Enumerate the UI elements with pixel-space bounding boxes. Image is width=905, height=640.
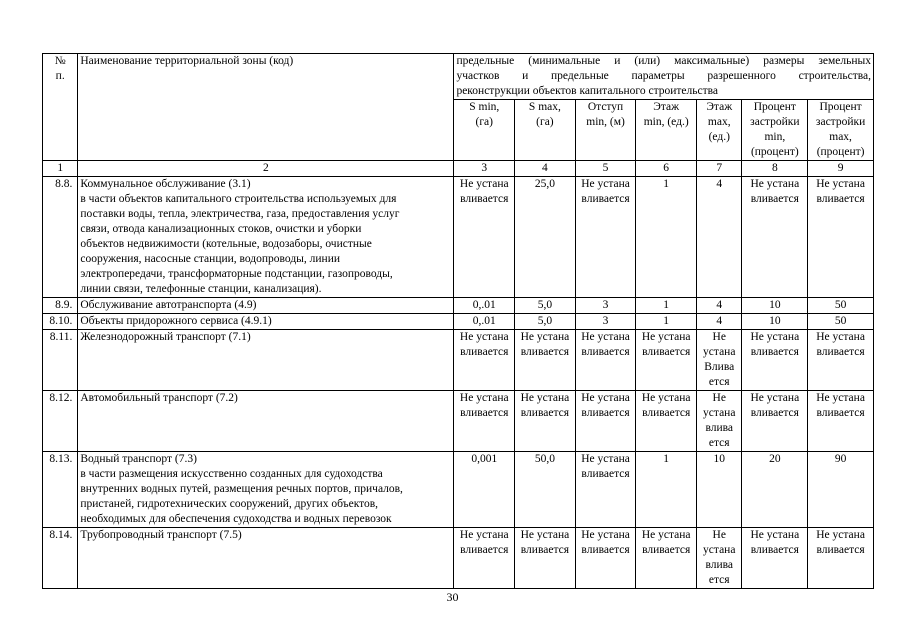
param-cell-s-min-line: вливается <box>460 346 509 358</box>
param-cell-etazh-max-line: ется <box>708 376 730 388</box>
subheader-cell-line: Этаж <box>706 101 733 113</box>
param-cell-pct-min-line: Не устана <box>750 529 800 541</box>
param-cell-s-max-line: 5,0 <box>537 315 553 327</box>
header-row <box>43 54 874 100</box>
param-cell-s-max <box>515 391 576 452</box>
param-cell-pct-min-line: 20 <box>769 453 781 465</box>
table-row <box>43 314 874 330</box>
subheader-cell-line: застройки <box>750 116 800 128</box>
param-cell-s-min-line: Не устана <box>459 178 509 190</box>
param-cell-pct-max-line: 50 <box>834 315 847 327</box>
param-cell-pct-max <box>808 177 874 298</box>
param-cell-s-max-line: 25,0 <box>534 178 555 190</box>
zone-name-cell-line: поставки воды, тепла, электричества, газа, предоставления услуг <box>80 208 400 220</box>
subheader-cell-line: (процент) <box>816 146 865 158</box>
zone-name-cell-line: Автомобильный транспорт (7.2) <box>80 392 238 404</box>
param-cell-etazh-max-line: Не <box>712 331 726 343</box>
param-cell-s-min-line: Не устана <box>459 392 509 404</box>
table-row <box>43 177 874 298</box>
zone-name-cell <box>78 391 454 452</box>
column-number-cell: 9 <box>808 161 874 177</box>
row-number-cell: 8.11. <box>43 330 78 391</box>
param-cell-otstup-line: 3 <box>602 315 609 327</box>
param-cell-pct-max-line: Не устана <box>816 392 865 404</box>
zone-name-cell <box>78 330 454 391</box>
param-cell-etazh-min-line: Не устана <box>641 392 691 404</box>
param-cell-etazh-min <box>636 314 697 330</box>
subheader-cell-line: Процент <box>753 101 796 113</box>
param-cell-pct-max <box>808 298 874 314</box>
subheader-cell-line: (га) <box>475 116 493 128</box>
header-name-cell <box>78 54 454 161</box>
zone-name-cell-line: пристаней, гидротехнических сооружений, других объектов, <box>80 498 379 510</box>
param-cell-s-max-line: 50,0 <box>534 453 555 465</box>
row-number-cell: 8.12. <box>43 391 78 452</box>
param-cell-otstup-line: Не устана <box>581 529 630 541</box>
param-cell-otstup-line: вливается <box>581 544 630 556</box>
zone-name-cell <box>78 528 454 589</box>
param-cell-pct-max <box>808 314 874 330</box>
subheader-cell-line: Отступ <box>587 101 624 113</box>
param-cell-s-max-line: 5,0 <box>537 299 553 311</box>
param-cell-otstup <box>575 298 636 314</box>
param-cell-s-min-line: 0,.01 <box>472 299 496 311</box>
param-cell-otstup <box>575 314 636 330</box>
subheader-cell-line: S min, <box>469 101 500 113</box>
param-cell-pct-max-line: вливается <box>816 346 865 358</box>
param-cell-s-max-line: Не устана <box>520 529 570 541</box>
zone-name-cell-line: Водный транспорт (7.3) <box>80 453 197 465</box>
param-cell-etazh-max-line: 10 <box>713 453 725 465</box>
param-cell-pct-min-line: вливается <box>750 407 799 419</box>
param-cell-etazh-min-line: вливается <box>642 407 691 419</box>
row-number-cell: 8.13. <box>43 452 78 528</box>
subheader-cell <box>636 100 697 161</box>
param-cell-s-min-line: вливается <box>460 544 509 556</box>
column-number-cell: 8 <box>742 161 808 177</box>
zone-name-cell-line: внутренних водных путей, размещения речных портов, причалов, <box>80 483 403 495</box>
subheader-cell <box>808 100 874 161</box>
param-cell-s-min <box>454 314 515 330</box>
param-cell-s-min <box>454 298 515 314</box>
header-num-line: п. <box>55 70 65 82</box>
param-cell-pct-max <box>808 330 874 391</box>
zone-name-cell-line: сооружения, насосные станции, водопроводы, линии <box>80 253 341 265</box>
param-cell-pct-max-line: вливается <box>816 407 865 419</box>
param-cell-s-min <box>454 391 515 452</box>
column-number-cell: 6 <box>636 161 697 177</box>
param-cell-otstup-line: 3 <box>602 299 609 311</box>
param-cell-otstup <box>575 330 636 391</box>
param-cell-s-min <box>454 528 515 589</box>
param-cell-etazh-max-line: влива <box>705 559 734 571</box>
header-limits-line: реконструкции объектов капитального строительства <box>456 85 719 97</box>
param-cell-etazh-min <box>636 330 697 391</box>
param-cell-pct-min <box>742 298 808 314</box>
zone-name-cell-line: объектов недвижимости (котельные, водозаборы, очистные <box>80 238 372 250</box>
param-cell-otstup-line: Не устана <box>581 178 630 190</box>
subheader-cell-line: min, (ед.) <box>643 116 689 128</box>
param-cell-s-max-line: Не устана <box>520 392 570 404</box>
param-cell-otstup <box>575 391 636 452</box>
table-row <box>43 391 874 452</box>
column-number-cell: 4 <box>515 161 576 177</box>
column-number-cell: 2 <box>78 161 454 177</box>
zone-name-cell <box>78 177 454 298</box>
param-cell-pct-max-line: Не устана <box>816 529 865 541</box>
column-number-cell: 7 <box>697 161 742 177</box>
param-cell-etazh-max <box>697 177 742 298</box>
header-limits-cell <box>454 54 874 100</box>
row-number-cell: 8.14. <box>43 528 78 589</box>
param-cell-etazh-max <box>697 452 742 528</box>
param-cell-etazh-min <box>636 452 697 528</box>
subheader-cell-line: (га) <box>536 116 554 128</box>
param-cell-etazh-max-line: Не <box>712 529 726 541</box>
zone-name-cell-line: Коммунальное обслуживание (3.1) <box>80 178 251 190</box>
param-cell-pct-max <box>808 391 874 452</box>
subheader-cell-line: max, <box>829 131 852 143</box>
subheader-cell-line: Этаж <box>653 101 680 113</box>
param-cell-pct-max-line: 90 <box>834 453 847 465</box>
param-cell-otstup-line: вливается <box>581 346 630 358</box>
param-cell-pct-min-line: вливается <box>750 346 799 358</box>
param-cell-etazh-max-line: 4 <box>716 315 723 327</box>
param-cell-otstup-line: вливается <box>581 468 630 480</box>
param-cell-s-max <box>515 177 576 298</box>
param-cell-otstup-line: вливается <box>581 193 630 205</box>
param-cell-etazh-max-line: Влива <box>704 361 735 373</box>
zone-name-cell-line: Объекты придорожного сервиса (4.9.1) <box>80 315 272 327</box>
zone-name-cell-line: Железнодорожный транспорт (7.1) <box>80 331 251 343</box>
param-cell-pct-min <box>742 314 808 330</box>
subheader-cell <box>454 100 515 161</box>
param-cell-s-max-line: вливается <box>520 346 569 358</box>
param-cell-pct-max <box>808 452 874 528</box>
param-cell-s-min-line: Не устана <box>459 331 509 343</box>
param-cell-s-min-line: вливается <box>460 193 509 205</box>
table-row <box>43 528 874 589</box>
subheader-cell-line: (процент) <box>750 146 799 158</box>
param-cell-etazh-max-line: устана <box>703 544 736 556</box>
param-cell-pct-min <box>742 528 808 589</box>
param-cell-otstup-line: Не устана <box>581 331 630 343</box>
subheader-cell <box>515 100 576 161</box>
table-row <box>43 452 874 528</box>
param-cell-pct-min-line: вливается <box>750 193 799 205</box>
subheader-cell <box>575 100 636 161</box>
zone-name-cell <box>78 314 454 330</box>
subheader-cell-line: min, <box>764 131 786 143</box>
subheader-cell-line: S max, <box>528 101 561 113</box>
param-cell-s-min <box>454 177 515 298</box>
subheader-cell <box>742 100 808 161</box>
param-cell-etazh-max <box>697 330 742 391</box>
param-cell-pct-min <box>742 452 808 528</box>
param-cell-pct-max-line: 50 <box>834 299 847 311</box>
param-cell-etazh-max <box>697 391 742 452</box>
zone-name-cell-line: в части размещения искусственно созданных для судоходства <box>80 468 383 480</box>
param-cell-etazh-min-line: 1 <box>663 299 670 311</box>
param-cell-pct-min <box>742 330 808 391</box>
param-cell-etazh-max-line: 4 <box>716 178 723 190</box>
param-cell-etazh-min-line: Не устана <box>641 529 691 541</box>
zone-name-cell-line: в части объектов капитального строительства используемых для <box>80 193 397 205</box>
param-cell-pct-max-line: вливается <box>816 193 865 205</box>
zone-name-cell-line: Обслуживание автотранспорта (4.9) <box>80 299 257 311</box>
param-cell-etazh-min-line: 1 <box>663 453 670 465</box>
subheader-cell <box>697 100 742 161</box>
param-cell-etazh-min-line: 1 <box>663 178 670 190</box>
param-cell-pct-min-line: Не устана <box>750 331 800 343</box>
row-number-cell: 8.9. <box>43 298 78 314</box>
param-cell-pct-min-line: Не устана <box>750 178 800 190</box>
param-cell-otstup-line: Не устана <box>581 453 630 465</box>
param-cell-etazh-max-line: влива <box>705 422 734 434</box>
zone-name-cell-line: необходимых для обеспечения судоходства и водных перевозок <box>80 513 392 525</box>
param-cell-etazh-max-line: устана <box>703 346 736 358</box>
param-cell-etazh-max-line: Не <box>712 392 726 404</box>
param-cell-s-min-line: 0,.01 <box>472 315 496 327</box>
zone-name-cell <box>78 452 454 528</box>
row-number-cell: 8.8. <box>43 177 78 298</box>
zone-name-cell-line: связи, отвода канализационных стоков, очистки и уборки <box>80 223 362 235</box>
param-cell-otstup <box>575 177 636 298</box>
param-cell-etazh-max <box>697 528 742 589</box>
param-cell-otstup <box>575 528 636 589</box>
table-row <box>43 330 874 391</box>
param-cell-pct-min-line: Не устана <box>750 392 800 404</box>
param-cell-s-min <box>454 452 515 528</box>
param-cell-s-min <box>454 330 515 391</box>
param-cell-etazh-min <box>636 391 697 452</box>
param-cell-etazh-min <box>636 177 697 298</box>
param-cell-s-max <box>515 528 576 589</box>
zone-name-cell <box>78 298 454 314</box>
param-cell-s-max <box>515 330 576 391</box>
param-cell-etazh-max-line: ется <box>708 574 730 586</box>
param-cell-s-max <box>515 452 576 528</box>
header-num-line: № <box>54 55 66 67</box>
page-number: 30 <box>446 590 459 604</box>
param-cell-pct-max-line: вливается <box>816 544 865 556</box>
column-number-cell: 1 <box>43 161 78 177</box>
column-numbers-row <box>43 161 874 177</box>
param-cell-etazh-min-line: 1 <box>663 315 670 327</box>
param-cell-s-max-line: вливается <box>520 544 569 556</box>
header-limits-line: участков и предельные параметры разрешенного строительства, <box>456 70 871 82</box>
param-cell-etazh-min-line: вливается <box>642 544 691 556</box>
subheader-cell-line: застройки <box>815 116 866 128</box>
param-cell-etazh-min <box>636 528 697 589</box>
subheader-cell-line: min, (м) <box>586 116 625 128</box>
header-num-cell <box>43 54 78 161</box>
param-cell-etazh-min-line: вливается <box>642 346 691 358</box>
subheader-cell-line: (ед.) <box>708 131 730 143</box>
table-row <box>43 298 874 314</box>
param-cell-s-max-line: вливается <box>520 407 569 419</box>
param-cell-otstup <box>575 452 636 528</box>
param-cell-pct-max <box>808 528 874 589</box>
header-name: Наименование территориальной зоны (код) <box>80 55 294 67</box>
row-number-cell: 8.10. <box>43 314 78 330</box>
param-cell-s-max <box>515 314 576 330</box>
zone-name-cell-line: линии связи, телефонные станции, канализация). <box>80 283 322 295</box>
param-cell-pct-min-line: 10 <box>769 299 781 311</box>
param-cell-otstup-line: Не устана <box>581 392 630 404</box>
subheader-cell-line: max, <box>707 116 731 128</box>
param-cell-s-min-line: 0,001 <box>471 453 498 465</box>
param-cell-pct-min <box>742 391 808 452</box>
zone-name-cell-line: Трубопроводный транспорт (7.5) <box>80 529 242 541</box>
param-cell-etazh-max-line: 4 <box>716 299 723 311</box>
param-cell-etazh-max <box>697 298 742 314</box>
param-cell-pct-min-line: вливается <box>750 544 799 556</box>
param-cell-etazh-max-line: ется <box>708 437 730 449</box>
zoning-parameters-table <box>42 53 874 589</box>
header-limits-line: предельные (минимальные и (или) максимальные) размеры земельных <box>456 55 871 67</box>
column-number-cell: 3 <box>454 161 515 177</box>
zone-name-cell-line: электропередачи, трансформаторные подстанции, газопроводы, <box>80 268 393 280</box>
param-cell-otstup-line: вливается <box>581 407 630 419</box>
table-body <box>43 54 874 589</box>
param-cell-etazh-min <box>636 298 697 314</box>
param-cell-pct-min-line: 10 <box>769 315 781 327</box>
param-cell-s-max <box>515 298 576 314</box>
param-cell-etazh-max-line: устана <box>703 407 736 419</box>
param-cell-etazh-min-line: Не устана <box>641 331 691 343</box>
param-cell-etazh-max <box>697 314 742 330</box>
param-cell-s-min-line: вливается <box>460 407 509 419</box>
column-number-cell: 5 <box>575 161 636 177</box>
subheader-cell-line: Процент <box>819 101 862 113</box>
param-cell-pct-max-line: Не устана <box>816 331 865 343</box>
param-cell-pct-max-line: Не устана <box>816 178 865 190</box>
param-cell-s-max-line: Не устана <box>520 331 570 343</box>
param-cell-pct-min <box>742 177 808 298</box>
param-cell-s-min-line: Не устана <box>459 529 509 541</box>
